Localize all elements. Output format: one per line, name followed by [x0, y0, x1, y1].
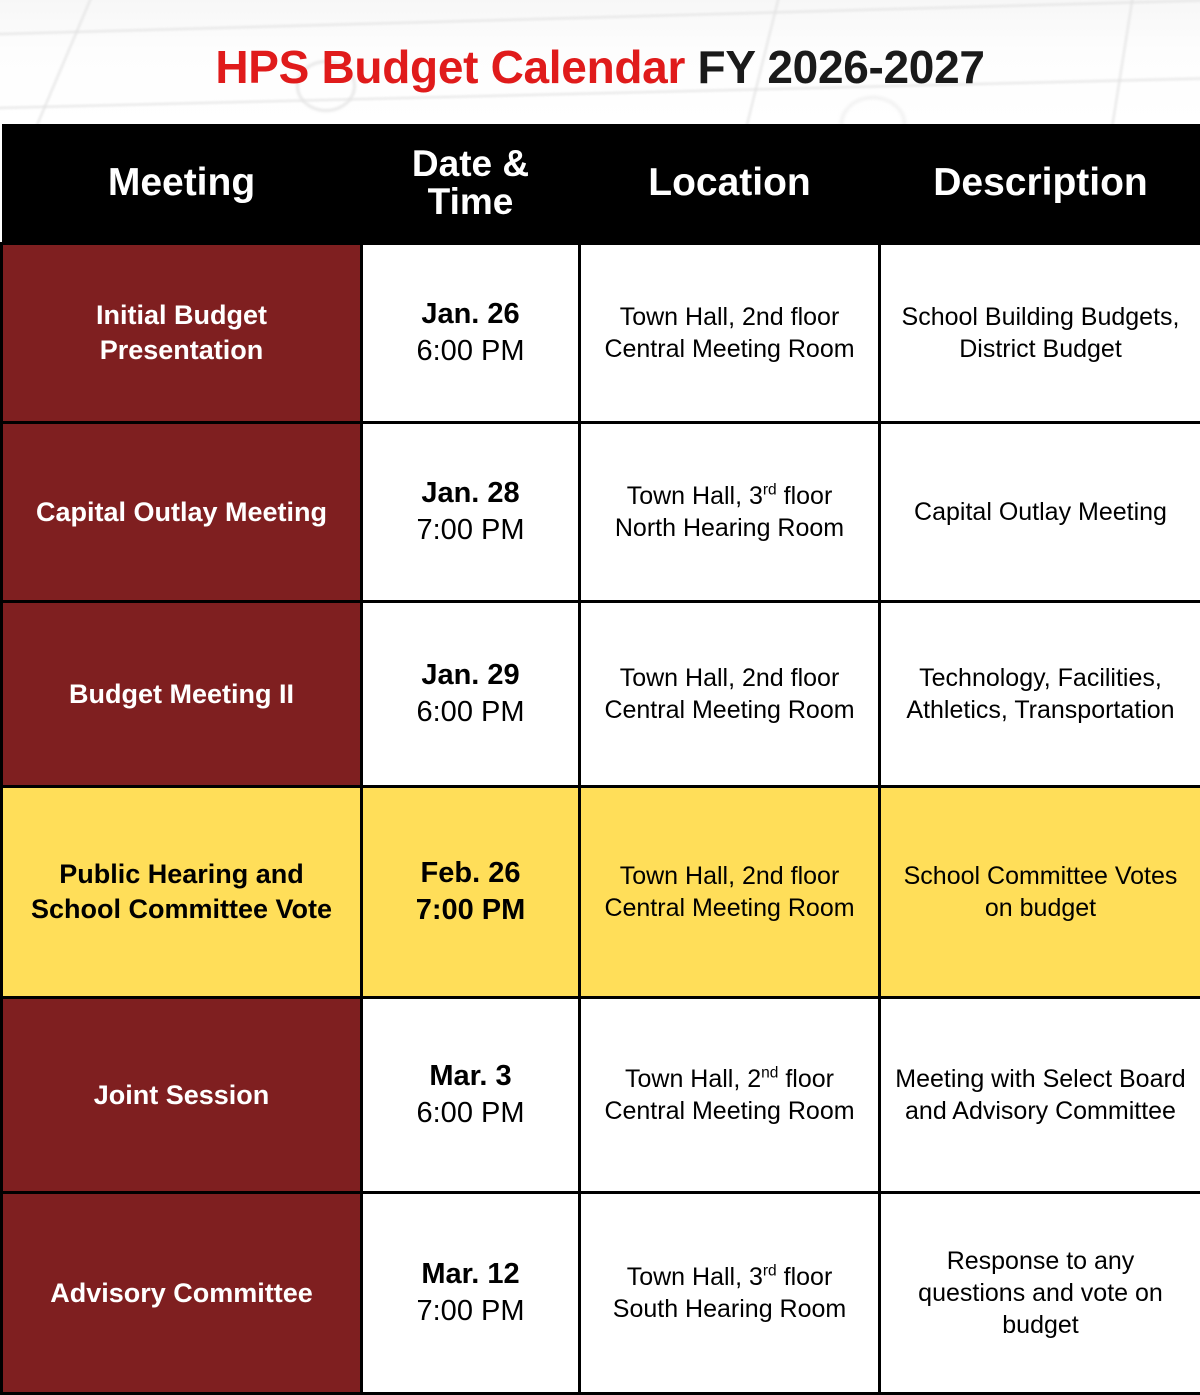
cell-location [580, 244, 880, 423]
cell-date-time [362, 998, 580, 1193]
cell-time: 7:00 PM [373, 892, 568, 929]
cell-description: School Committee Votes on budget [880, 787, 1200, 998]
cell-location [580, 1193, 880, 1394]
table-body [2, 244, 1200, 1394]
cell-meeting: Budget Meeting II [2, 602, 362, 787]
ordinal-suffix: nd [761, 1065, 778, 1082]
column-header-date-line2: Time [428, 181, 514, 222]
cell-meeting: Advisory Committee [2, 1193, 362, 1394]
cell-date-time [362, 787, 580, 998]
table-row [2, 998, 1200, 1193]
cell-meeting: Initial Budget Presentation [2, 244, 362, 423]
column-header-date-line1: Date & [412, 143, 529, 184]
cell-location-line1: Town Hall, 2nd floor [620, 303, 840, 331]
budget-calendar-table [0, 124, 1200, 1395]
cell-time: 6:00 PM [373, 694, 568, 731]
cell-date-time [362, 423, 580, 602]
cell-location-line1: Town Hall, 2nd floor [620, 664, 840, 692]
cell-description: Technology, Facilities, Athletics, Transportation [880, 602, 1200, 787]
cell-meeting: Joint Session [2, 998, 362, 1193]
table-header [2, 124, 1200, 244]
background-spiral-ring [840, 96, 906, 124]
cell-description: Response to any questions and vote on budget [880, 1193, 1200, 1394]
ordinal-suffix: rd [763, 1263, 777, 1280]
cell-date: Jan. 29 [373, 657, 568, 694]
background-gridline-horizontal [0, 0, 1200, 36]
page-title [0, 44, 1200, 90]
cell-location-line2: North Hearing Room [615, 514, 844, 542]
cell-date-time [362, 602, 580, 787]
table-row [2, 1193, 1200, 1394]
cell-time: 6:00 PM [373, 333, 568, 370]
cell-location [580, 423, 880, 602]
table-row [2, 244, 1200, 423]
table-row [2, 423, 1200, 602]
cell-time: 6:00 PM [373, 1095, 568, 1132]
cell-description: School Building Budgets, District Budget [880, 244, 1200, 423]
table-row-highlighted [2, 787, 1200, 998]
cell-location-line2: Central Meeting Room [604, 1097, 854, 1125]
cell-location-line1-tail: floor [778, 1065, 834, 1093]
column-header-meeting: Meeting [2, 124, 362, 244]
column-header-date-time [362, 124, 580, 244]
cell-description: Capital Outlay Meeting [880, 423, 1200, 602]
cell-location-line1: Town Hall, 2 [625, 1065, 761, 1093]
cell-location [580, 998, 880, 1193]
cell-date-time [362, 244, 580, 423]
cell-location-line2: Central Meeting Room [604, 335, 854, 363]
page-title-fiscal-year: FY 2026-2027 [685, 41, 985, 93]
cell-time: 7:00 PM [373, 1293, 568, 1330]
cell-time: 7:00 PM [373, 512, 568, 549]
cell-location-line2: Central Meeting Room [604, 894, 854, 922]
cell-location-line1-tail: floor [777, 482, 833, 510]
column-header-description: Description [880, 124, 1200, 244]
title-banner [0, 0, 1200, 124]
ordinal-suffix: rd [763, 482, 777, 499]
cell-date: Mar. 12 [373, 1256, 568, 1293]
cell-date: Mar. 3 [373, 1058, 568, 1095]
cell-location-line1-tail: floor [777, 1263, 833, 1291]
table-row [2, 602, 1200, 787]
cell-description: Meeting with Select Board and Advisory Committee [880, 998, 1200, 1193]
cell-location [580, 787, 880, 998]
cell-location-line2: South Hearing Room [613, 1295, 846, 1323]
cell-meeting: Capital Outlay Meeting [2, 423, 362, 602]
cell-date-time [362, 1193, 580, 1394]
cell-date: Jan. 28 [373, 475, 568, 512]
column-header-location: Location [580, 124, 880, 244]
cell-location-line1: Town Hall, 3 [627, 482, 763, 510]
cell-date: Feb. 26 [373, 855, 568, 892]
page-title-highlight: HPS Budget Calendar [215, 41, 685, 93]
cell-location-line1: Town Hall, 2nd floor [620, 862, 840, 890]
cell-date: Jan. 26 [373, 296, 568, 333]
cell-meeting: Public Hearing and School Committee Vote [2, 787, 362, 998]
table-header-row [2, 124, 1200, 244]
cell-location [580, 602, 880, 787]
cell-location-line1: Town Hall, 3 [627, 1263, 763, 1291]
cell-location-line2: Central Meeting Room [604, 696, 854, 724]
